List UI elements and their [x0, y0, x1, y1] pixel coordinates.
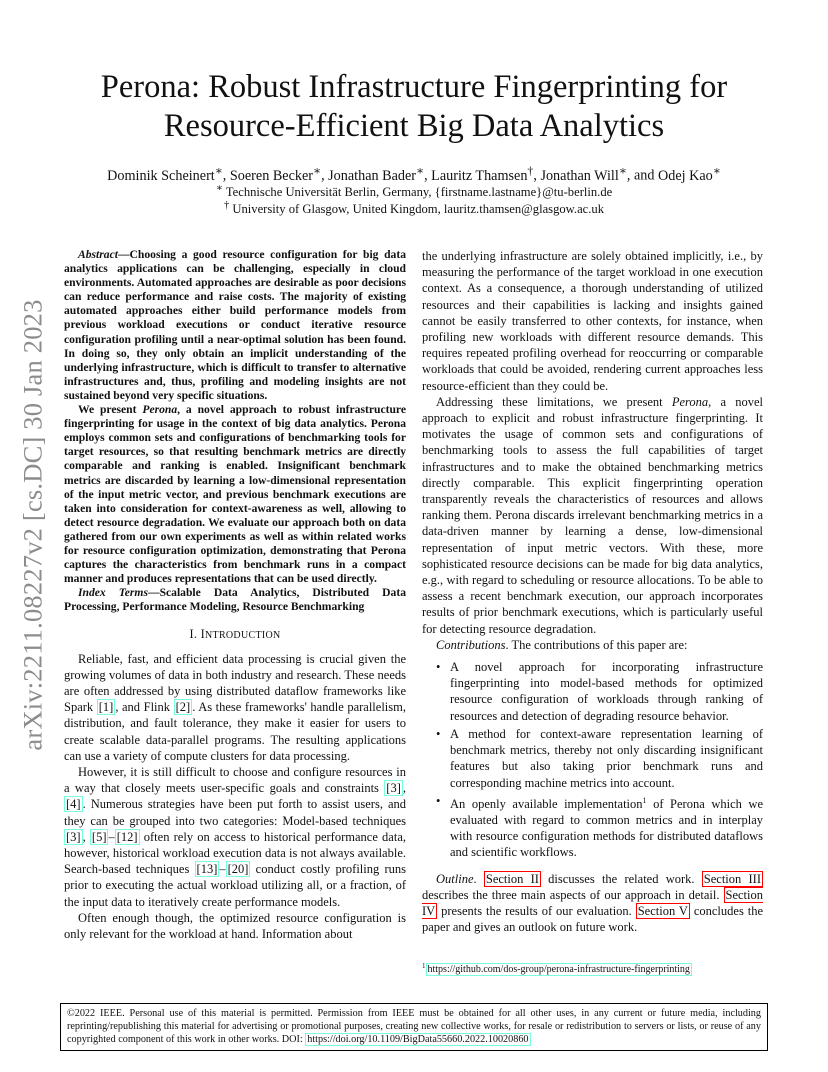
citation-link[interactable]: [13]: [196, 862, 218, 877]
list-item: • An openly available implementation$^1$ of Perona which we evaluated with regard to common metrics and in interplay with resource configuration methods for distributed dataflows and scientific workflows.: [450, 793, 763, 861]
intro-paragraph-2: However, it is still difficult to choose and configure resources in a way that closely meets user-specific goals and constraints [3] , [4] . Numerous strategies have been put forth to assist users, and they can be grouped into two categories: Model-based techniques [3] , [5] – [12] often rely on access to historical performance data, however, historical workload execution data is not always available. Search-based techniques [13] – [20] conduct costly profiling runs prior to executing the actual workload utilizing all, or a fraction, of the input data to iteratively create performance models.: [64, 765, 407, 909]
intro-paragraph-1: Reliable, fast, and efficient data processing is crucial given the growing volumes of data in both industry and research. These needs are often addressed by using distributed dataflow frameworks like Spark [1] , and Flink [2] . As these frameworks' handle parallelism, distribution, and fault tolerance, they make it easier for users to create scalable data-parallel programs. The resulting applications can use a variety of compute clusters for data processing.: [64, 651, 406, 763]
index-terms: Index Terms—Scalable Data Analytics, Distributed Data Processing, Performance Modeling, Resource Benchmarking: [64, 586, 406, 614]
abstract-paragraph-2: We present Perona, a novel approach to robust infrastructure fingerprinting for usage in the context of big data analytics. Perona employs common sets and configurations of benchmarking tools for target resources, so that resulting benchmark metrics are directly comparable and ranking is enabled. Insignificant benchmark metrics are discarded by learning a low-dimensional representation of the input metric vector, and previous benchmark executions are taken into consideration for context-awareness as well, allowing to detect resource degradation. We evaluate our approach both on data gathered from our own experiments as well as within related works for resource configuration optimization, demonstrating that Perona captures the characteristics from benchmark runs in a compact manner and produces representations that can be used directly.: [64, 403, 406, 586]
section-link[interactable]: Section II: [485, 871, 539, 886]
author: Odej Kao∗: [658, 163, 721, 184]
section-link[interactable]: Section V: [637, 904, 688, 919]
intro-paragraph-3: Often enough though, the optimized resource configuration is only relevant for the workload at hand. Information about: [64, 910, 406, 942]
section-link[interactable]: Section IV: [422, 887, 763, 919]
affiliation-2: † University of Glasgow, United Kingdom, lauritz.thamsen@glasgow.ac.uk: [223, 200, 605, 217]
author: Lauritz Thamsen†: [431, 163, 534, 184]
citation-link[interactable]: [5]: [91, 829, 107, 844]
citation-link[interactable]: [3]: [66, 829, 81, 844]
contributions-list: [422, 659, 763, 861]
author-list: Dominik Scheinert∗, Soeren Becker∗, Jonathan Bader∗, Lauritz Thamsen†, Jonathan Will∗, and Odej Kao∗: [107, 163, 721, 184]
list-item: • A novel approach for incorporating infrastructure fingerprinting into model-based methods for optimized resource configuration of workloads through ranking of resources and detection of degrading resource behavior.: [450, 659, 763, 724]
citation-link[interactable]: [1]: [98, 700, 114, 715]
contributions-intro: Contributions. The contributions of this paper are:: [436, 637, 688, 652]
list-item: • A method for context-aware representation learning of benchmark metrics, thereby not only discarding insignificant features but also taking prior benchmark runs and corresponding machine metrics into account.: [450, 726, 763, 791]
affiliation-1: ∗ Technische Universität Berlin, Germany, {firstname.lastname}@tu-berlin.de: [215, 183, 613, 200]
left-column: [64, 248, 406, 942]
arxiv-identifier-text: arXiv:2211.08227v2 [cs.DC] 30 Jan 2023: [17, 299, 48, 751]
section-link[interactable]: Section III: [703, 871, 761, 886]
author: Jonathan Bader∗: [328, 163, 425, 184]
citation-link[interactable]: [12]: [116, 829, 138, 844]
author: Jonathan Will∗: [540, 163, 627, 184]
title-line-1: Perona: Robust Infrastructure Fingerprinting for: [100, 69, 728, 105]
right-column: [422, 248, 763, 935]
section-heading-introduction: I. INTRODUCTION: [189, 627, 281, 642]
author: Soeren Becker∗: [229, 163, 322, 184]
author: Dominik Scheinert∗: [107, 163, 223, 184]
right-paragraph-2: Addressing these limitations, we present Perona, a novel approach to explicit and robust infrastructure fingerprinting. It motivates the usage of common sets and configurations of benchmarking tools to assess the full capabilities of target infrastructures and to make the obtained benchmarking metrics directly comparable. This explicit fingerprinting operation transparently reveals the characteristics of resources and allows ranking them. Perona discards irrelevant benchmarking metrics in a data-driven manner by learning a dense, low-dimensional representation of input metric vectors. With these, more sophisticated resource decisions can be made for big data analytics, e.g., with regard to scheduling or resource allocations. To be able to assess a recent benchmark execution, our approach incorporates results of prior benchmark executions, which is particularly useful for detecting resource degradation.: [422, 394, 763, 636]
abstract: Abstract—Choosing a good resource configuration for big data analytics applications can be challenging, especially in cloud environments. Automated approaches are desirable as poor decisions can reduce performance and raise costs. The majority of existing automated approaches either build performance models from previous workload executions or conduct iterative resource configuration profiling until a near-optimal solution has been found. In doing so, they only obtain an implicit understanding of the underlying infrastructure, which is difficult to transfer to alternative infrastructures and, thus, profiling and modeling insights are not sustained beyond very specific situations.: [64, 248, 406, 402]
arxiv-identifier: [8, 290, 58, 760]
footnote: $^1$ https://github.com/dos-group/perona-infrastructure-fingerprinting: [422, 962, 690, 976]
outline-paragraph: Outline. Section II discusses the related work. Section III describes the three main aspects of our approach in detail. Section IV presents the results of our evaluation. Section V concludes the paper and gives an outlook on future work.: [422, 871, 763, 935]
citation-link[interactable]: [3]: [386, 781, 401, 796]
citation-link[interactable]: [20]: [227, 862, 249, 877]
copyright-notice: ©2022 IEEE. Personal use of this material is permitted. Permission from IEEE must be obtained for all other uses, in any current or future media, including reprinting/republishing this material for advertising or promotional purposes, creating new collective works, for resale or redistribution to servers or lists, or reuse of any copyrighted component of this work in other works. DOI: https://doi.org/10.1109/BigData55660.2022.10020860: [60, 1003, 768, 1051]
title-line-2: Resource-Efficient Big Data Analytics: [163, 108, 665, 144]
footnote-link[interactable]: https://github.com/dos-group/perona-infrastructure-fingerprinting: [427, 964, 690, 976]
doi-link[interactable]: https://doi.org/10.1109/BigData55660.2022.10020860: [307, 1034, 529, 1046]
citation-link[interactable]: [2]: [175, 700, 191, 715]
citation-link[interactable]: [4]: [66, 797, 81, 812]
right-paragraph-1: the underlying infrastructure are solely obtained implicitly, i.e., by measuring the performance of the target workload in one execution context. As a consequence, a thorough understanding of utilized resources and their capabilities is lacking and insights gained cannot be easily transferred to other contexts, for instance, when profiling new workloads with different resource demands. This requires repeated profiling overhead for reoccurring or comparable workloads that could be avoided, rendering current approaches less resource-efficient than they could be.: [422, 249, 763, 393]
paper-title: [60, 68, 768, 146]
